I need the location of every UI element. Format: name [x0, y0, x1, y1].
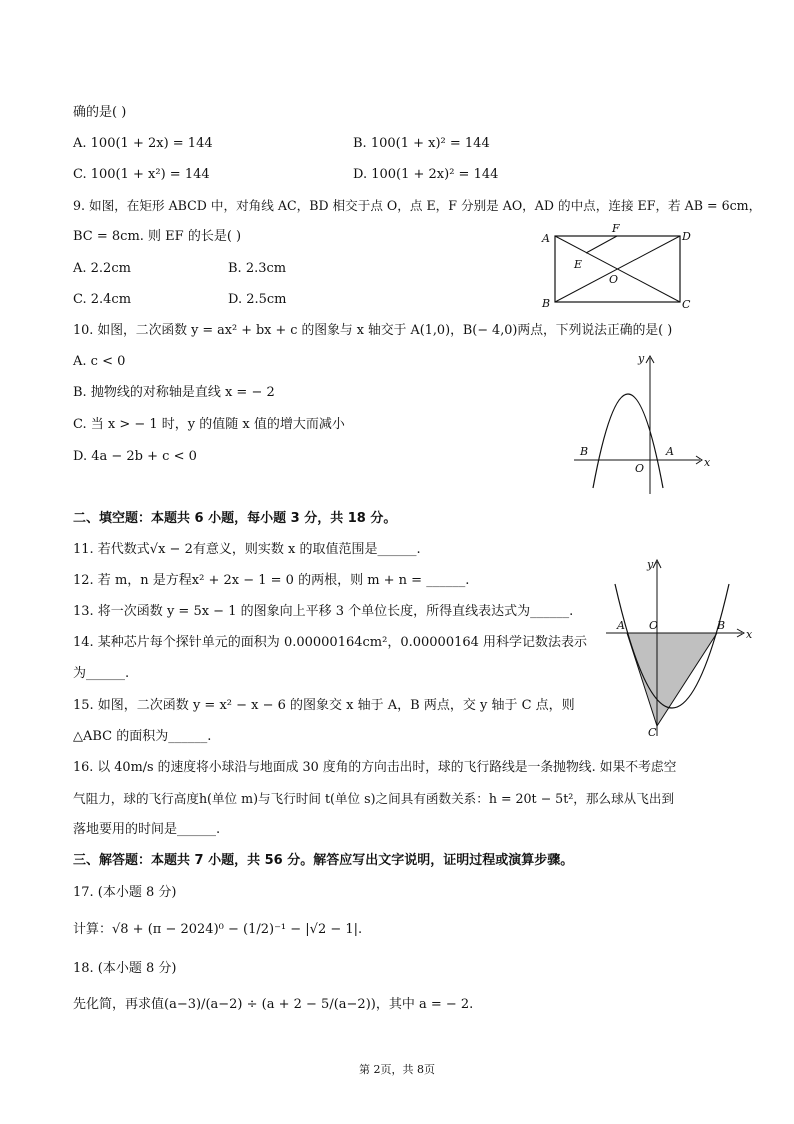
q16-line2: 气阻力，球的飞行高度h(单位 m)与飞行时间 t(单位 s)之间具有函数关系：h = 20t − 5t²，那么球从飞出到 — [73, 791, 675, 806]
q9-option-a: A. 2.2cm — [73, 261, 131, 276]
label-x: x — [746, 628, 753, 641]
label-d: D — [682, 230, 691, 243]
q9-stem-line1: 9. 如图，在矩形 ABCD 中，对角线 AC，BD 相交于点 O，点 E，F 分别是 AO，AD 的中点，连接 EF，若 AB = 6cm， — [73, 198, 762, 213]
q9-option-b: B. 2.3cm — [228, 261, 287, 276]
section2-heading: 二、填空题：本题共 6 小题，每小题 3 分，共 18 分。 — [73, 511, 397, 526]
label-x: x — [704, 456, 711, 469]
q10-option-a: A. c < 0 — [73, 354, 126, 369]
q15-triangle-figure — [600, 554, 758, 740]
q8-option-c: C. 100(1 + x²) = 144 — [73, 167, 210, 182]
label-y: y — [647, 558, 654, 571]
q12: 12. 若 m，n 是方程x² + 2x − 1 = 0 的两根，则 m + n = ______. — [73, 573, 470, 588]
q8-option-d: D. 100(1 + 2x)² = 144 — [353, 167, 499, 182]
q15-line2: △ABC 的面积为______. — [73, 729, 212, 744]
q10-stem: 10. 如图，二次函数 y = ax² + bx + c 的图象与 x 轴交于 A(1,0)，B(− 4,0)两点，下列说法正确的是( ) — [73, 323, 673, 338]
q8-option-b: B. 100(1 + x)² = 144 — [353, 136, 490, 151]
label-c: C — [682, 298, 691, 311]
q10-option-d: D. 4a − 2b + c < 0 — [73, 449, 197, 464]
label-b: B — [580, 445, 589, 458]
label-a: A — [542, 232, 550, 245]
q16-line3: 落地要用的时间是______. — [73, 822, 221, 837]
q14-line1: 14. 某种芯片每个探针单元的面积为 0.00000164cm²，0.00000164 用科学记数法表示 — [73, 635, 588, 650]
q14-line2: 为______. — [73, 666, 130, 681]
q9-option-d: D. 2.5cm — [228, 292, 287, 307]
label-e: E — [574, 258, 583, 271]
page-footer: 第 2页，共 8页 — [359, 1063, 435, 1076]
q13: 13. 将一次函数 y = 5x − 1 的图象向上平移 3 个单位长度，所得直线表达式为______. — [73, 604, 574, 619]
q15-line1: 15. 如图，二次函数 y = x² − x − 6 的图象交 x 轴于 A，B 两点，交 y 轴于 C 点，则 — [73, 698, 575, 713]
label-o: O — [609, 273, 619, 286]
label-a: A — [666, 445, 674, 458]
q10-parabola-figure — [568, 350, 716, 498]
q9-option-c: C. 2.4cm — [73, 292, 132, 307]
q17-body: 计算：√8 + (π − 2024)⁰ − (1/2)⁻¹ − |√2 − 1|. — [73, 922, 363, 937]
q17-title: 17. (本小题 8 分) — [73, 885, 177, 900]
label-f: F — [612, 222, 620, 235]
q8-stem-tail: 确的是( ) — [73, 105, 127, 120]
label-y: y — [638, 352, 645, 365]
q9-stem-line2: BC = 8cm. 则 EF 的长是( ) — [73, 229, 242, 244]
q8-option-a: A. 100(1 + 2x) = 144 — [73, 136, 213, 151]
q18-title: 18. (本小题 8 分) — [73, 961, 177, 976]
q18-body: 先化简，再求值(a−3)/(a−2) ÷ (a + 2 − 5/(a−2))，其中 a = − 2. — [73, 997, 474, 1012]
label-origin: O — [635, 462, 645, 475]
q10-option-b: B. 抛物线的对称轴是直线 x = − 2 — [73, 385, 275, 400]
q16-line1: 16. 以 40m/s 的速度将小球沿与地面成 30 度角的方向击出时，球的飞行路线是一条抛物线. 如果不考虑空 — [73, 760, 677, 775]
q9-rectangle-figure — [536, 220, 696, 312]
section3-heading: 三、解答题：本题共 7 小题，共 56 分。解答应写出文字说明，证明过程或演算步骤。 — [73, 853, 574, 868]
label-c: C — [648, 726, 657, 739]
q10-option-c: C. 当 x > − 1 时，y 的值随 x 值的增大而减小 — [73, 417, 345, 432]
label-b: B — [717, 619, 726, 632]
parabola-curve — [593, 394, 663, 488]
triangle-abc — [627, 633, 717, 726]
label-origin: O — [649, 619, 659, 632]
segment-ef — [586, 236, 617, 253]
q11: 11. 若代数式√x − 2有意义，则实数 x 的取值范围是______. — [73, 542, 421, 557]
label-b: B — [542, 297, 551, 310]
label-a: A — [617, 619, 625, 632]
